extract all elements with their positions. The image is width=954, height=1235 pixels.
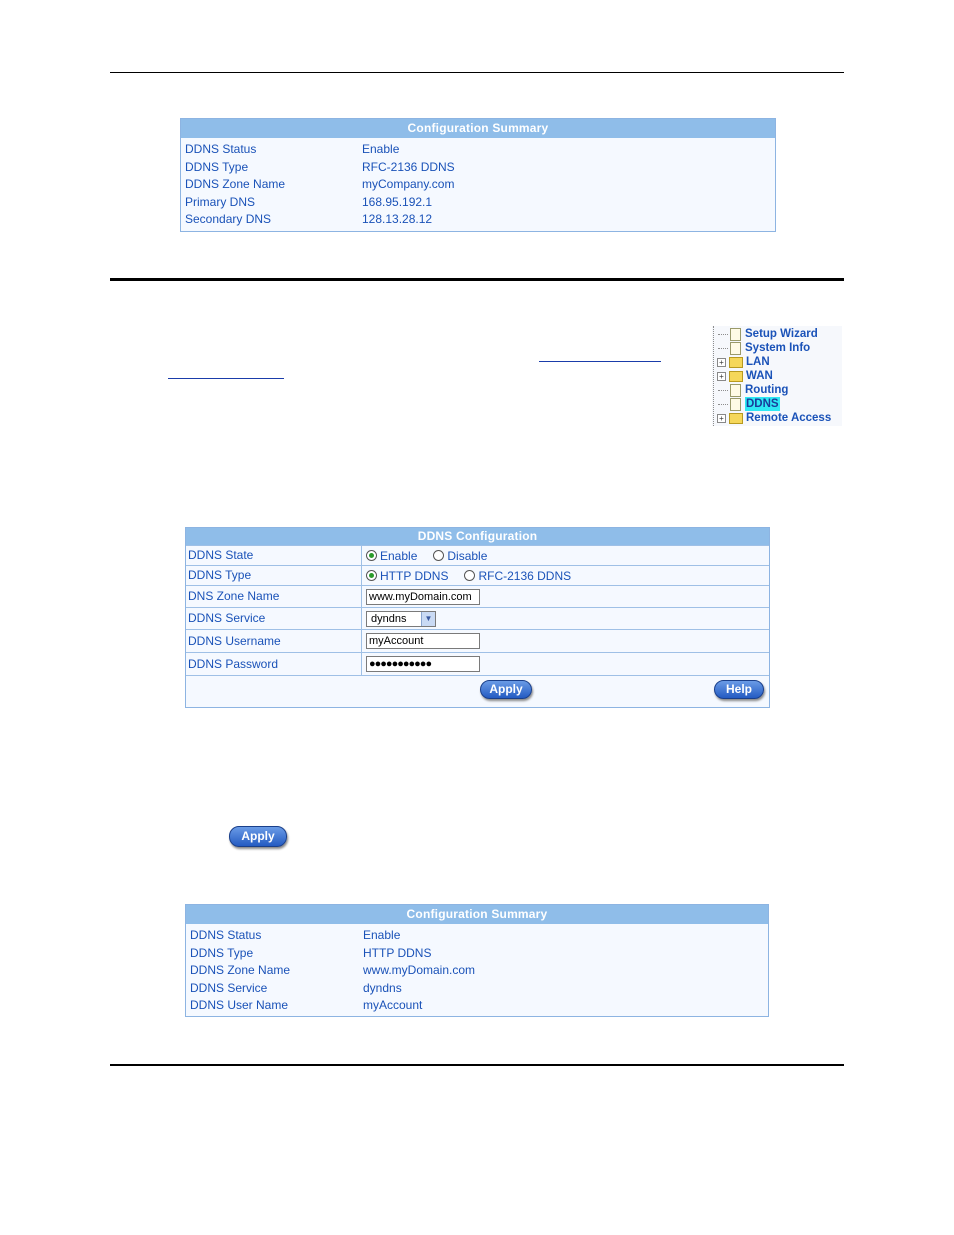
field-label: DDNS Password [188, 657, 279, 671]
tree-item-remote-access[interactable] [717, 411, 831, 425]
summary-value: Enable [363, 928, 401, 942]
folder-icon [729, 357, 743, 368]
folder-icon [729, 371, 743, 382]
summary-key: DDNS Type [190, 945, 254, 960]
field-label: DDNS Service [188, 611, 266, 625]
ddns-configuration-form [185, 527, 770, 708]
radio-icon[interactable] [433, 550, 444, 561]
state-enable-radio[interactable] [366, 549, 417, 563]
page-icon [730, 384, 741, 397]
summary-row [181, 194, 775, 212]
form-row-type [186, 565, 769, 585]
summary-row [186, 997, 768, 1015]
field-label: DDNS State [188, 548, 254, 562]
summary-row [181, 159, 775, 177]
tree-item-lan[interactable] [717, 355, 770, 369]
summary-value: 128.13.28.12 [362, 212, 433, 227]
type-rfc2136-radio[interactable] [464, 569, 571, 583]
panel-title: DDNS Configuration [186, 528, 769, 545]
summary-row [181, 176, 775, 194]
summary-value: myCompany.com [362, 177, 455, 192]
summary-key: DDNS Zone Name [190, 963, 291, 978]
summary-row [186, 980, 768, 998]
panel-title: Configuration Summary [181, 119, 775, 138]
panel-title: Configuration Summary [186, 905, 768, 924]
hyperlink-underline[interactable] [168, 378, 284, 379]
folder-icon [729, 413, 743, 424]
bottom-rule [110, 1064, 844, 1066]
summary-value: RFC-2136 DDNS [362, 159, 455, 174]
top-rule [110, 72, 844, 73]
summary-key: DDNS User Name [190, 998, 289, 1013]
summary-key: DDNS Service [190, 980, 268, 995]
tree-item-label: WAN [746, 370, 773, 382]
summary-key: DDNS Type [185, 159, 249, 174]
username-input[interactable] [366, 633, 480, 649]
option-label: HTTP DDNS [380, 568, 449, 583]
expand-plus-icon[interactable]: + [717, 414, 726, 423]
summary-row [181, 211, 775, 229]
expand-plus-icon[interactable]: + [717, 358, 726, 367]
tree-item-label: LAN [746, 356, 770, 368]
field-label: DDNS Type [188, 568, 252, 582]
tree-item-label: Remote Access [746, 412, 832, 424]
form-row-password [186, 652, 769, 675]
radio-selected-icon[interactable] [366, 570, 377, 581]
summary-value: 168.95.192.1 [362, 194, 433, 209]
radio-icon[interactable] [464, 570, 475, 581]
summary-key: DDNS Status [190, 928, 262, 942]
summary-value: dyndns [363, 980, 402, 995]
summary-row [186, 945, 768, 963]
summary-key: Primary DNS [185, 194, 256, 209]
form-actions-row [186, 675, 769, 707]
summary-key: Secondary DNS [185, 212, 272, 227]
password-input[interactable] [366, 656, 480, 672]
tree-item-wan[interactable] [717, 369, 773, 383]
form-row-state [186, 545, 769, 565]
form-row-username [186, 629, 769, 652]
field-label: DNS Zone Name [188, 589, 280, 603]
form-row-zone [186, 585, 769, 607]
tree-item-system-info[interactable] [718, 341, 810, 355]
summary-key: DDNS Zone Name [185, 177, 286, 192]
hyperlink-underline[interactable] [539, 361, 661, 362]
form-row-service [186, 607, 769, 629]
apply-button[interactable]: Apply [480, 680, 532, 699]
config-summary-top [180, 118, 776, 232]
select-value: dyndns [371, 612, 407, 625]
summary-value: Enable [362, 142, 400, 156]
summary-value: myAccount [363, 998, 423, 1013]
option-label: Enable [380, 548, 418, 563]
help-button[interactable]: Help [714, 680, 764, 699]
tree-item-setup-wizard[interactable] [718, 327, 818, 341]
state-disable-radio[interactable] [433, 549, 487, 563]
nav-tree [712, 326, 842, 426]
tree-item-label: Routing [745, 384, 789, 396]
tree-item-label: Setup Wizard [745, 328, 818, 340]
summary-key: DDNS Status [185, 142, 257, 156]
config-summary-bottom [185, 904, 769, 1017]
tree-item-routing[interactable] [718, 383, 788, 397]
expand-plus-icon[interactable]: + [717, 372, 726, 381]
option-label: Disable [447, 548, 488, 563]
summary-value: www.myDomain.com [363, 963, 476, 978]
zone-name-input[interactable] [366, 589, 480, 605]
page-icon [730, 342, 741, 355]
summary-row [186, 962, 768, 980]
field-label: DDNS Username [188, 634, 281, 648]
type-http-radio[interactable] [366, 569, 448, 583]
tree-item-label: DDNS [746, 398, 779, 410]
page-icon [730, 398, 741, 411]
ddns-service-select[interactable] [366, 611, 436, 627]
tree-guide-line [713, 326, 714, 426]
apply-button-example[interactable]: Apply [229, 826, 287, 847]
radio-selected-icon[interactable] [366, 550, 377, 561]
tree-item-label: System Info [745, 342, 811, 354]
tree-item-ddns[interactable] [718, 397, 780, 411]
section-rule [110, 278, 844, 281]
summary-row [181, 141, 775, 159]
summary-row [186, 927, 768, 945]
summary-value: HTTP DDNS [363, 945, 432, 960]
page-icon [730, 328, 741, 341]
option-label: RFC-2136 DDNS [478, 568, 572, 583]
chevron-down-icon[interactable]: ▼ [421, 612, 435, 626]
